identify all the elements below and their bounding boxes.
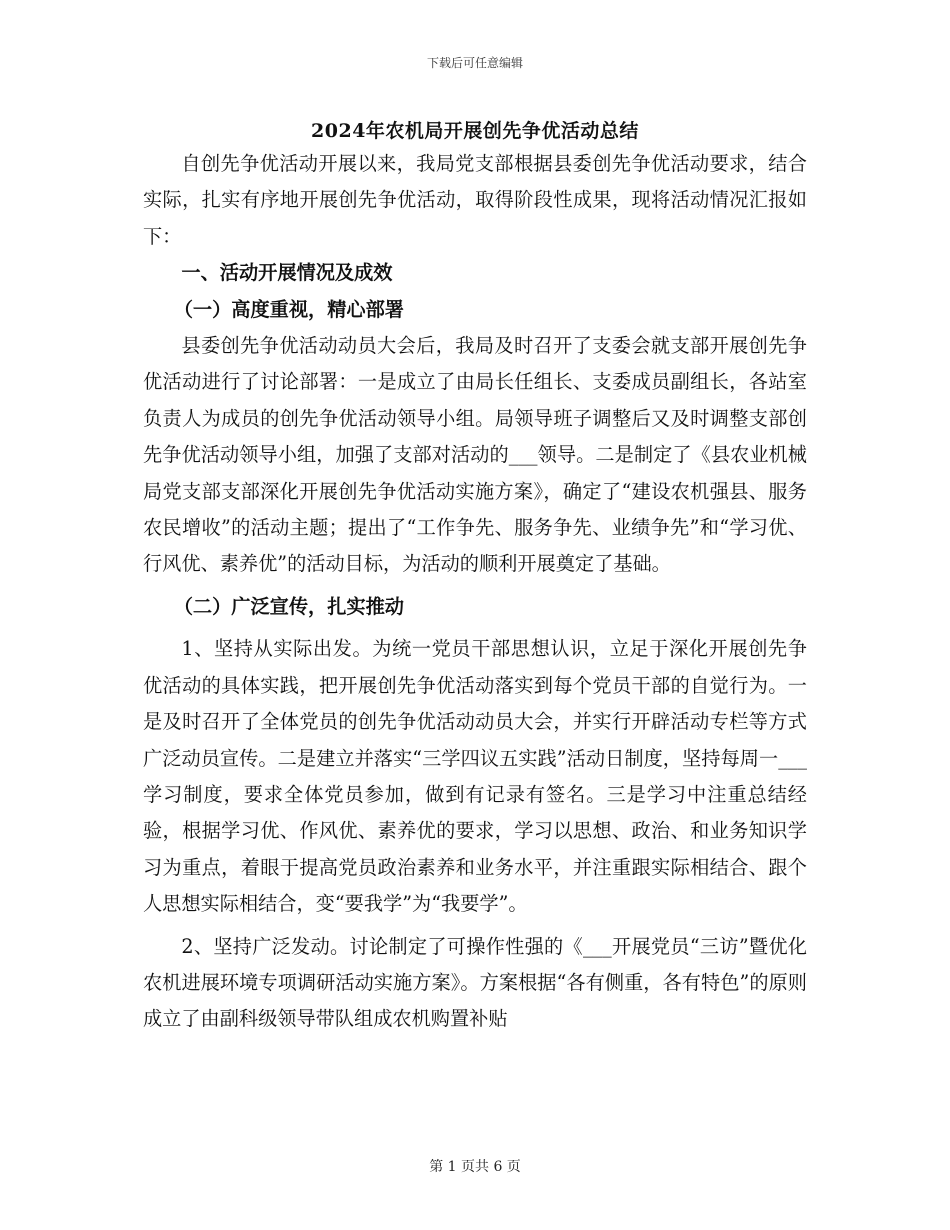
paragraph-sub2-1: 1、坚持从实际出发。为统一党员干部思想认识，立足于深化开展创先争优活动的具体实践，把开展创先争优活动落实到每个党员干部的自觉行为。一是及时召开了全体党员的创先争优活动动员大会，并实行开辟活动专栏等方式广泛动员宣传。二是建立并落实“三学四议五实践”活动日制度，坚持每周一___学习制度，要求全体党员参加，做到有记录有签名。三是学习中注重总结经验，根据学习优、作风优、素养优的要求，学习以思想、政治、和业务知识学习为重点，着眼于提高党员政治素养和业务水平，并注重跟实际相结合、跟个人思想实际相结合，变“要我学”为“我要学”。 [143, 637, 807, 916]
intro-paragraph: 自创先争优活动开展以来，我局党支部根据县委创先争优活动要求，结合实际，扎实有序地开展创先争优活动，取得阶段性成果，现将活动情况汇报如下： [143, 152, 807, 248]
document-title: 2024年农机局开展创先争优活动总结 [311, 120, 639, 142]
header-note: 下载后可任意编辑 [426, 56, 523, 70]
sub-heading-2: （二）广泛宣传，扎实推动 [173, 594, 404, 618]
paragraph-sub2-2: 2、坚持广泛发动。讨论制定了可操作性强的《___开展党员“三访”暨优化农机进展环境专项调研活动实施方案》。方案根据“各有侧重，各有特色”的原则成立了由副科级领导带队组成农机购置补贴 [143, 934, 807, 1031]
section-heading-1: 一、活动开展情况及成效 [181, 261, 393, 285]
sub-heading-1: （一）高度重视，精心部署 [173, 297, 404, 321]
document-body [143, 146, 807, 1038]
paragraph-sub1: 县委创先争优活动动员大会后，我局及时召开了支委会就支部开展创先争优活动进行了讨论部署：一是成立了由局长任组长、支委成员副组长，各站室负责人为成员的创先争优活动领导小组。局领导班子调整后又及时调整支部创先争优活动领导小组，加强了支部对活动的___领导。二是制定了《县农业机械局党支部支部深化开展创先争优活动实施方案》，确定了“建设农机强县、服务农民增收”的活动主题；提出了“工作争先、服务争先、业绩争先”和“学习优、行风优、素养优”的活动目标，为活动的顺利开展奠定了基础。 [143, 334, 807, 576]
page-number-footer: 第 1 页共 6 页 [429, 1159, 521, 1175]
